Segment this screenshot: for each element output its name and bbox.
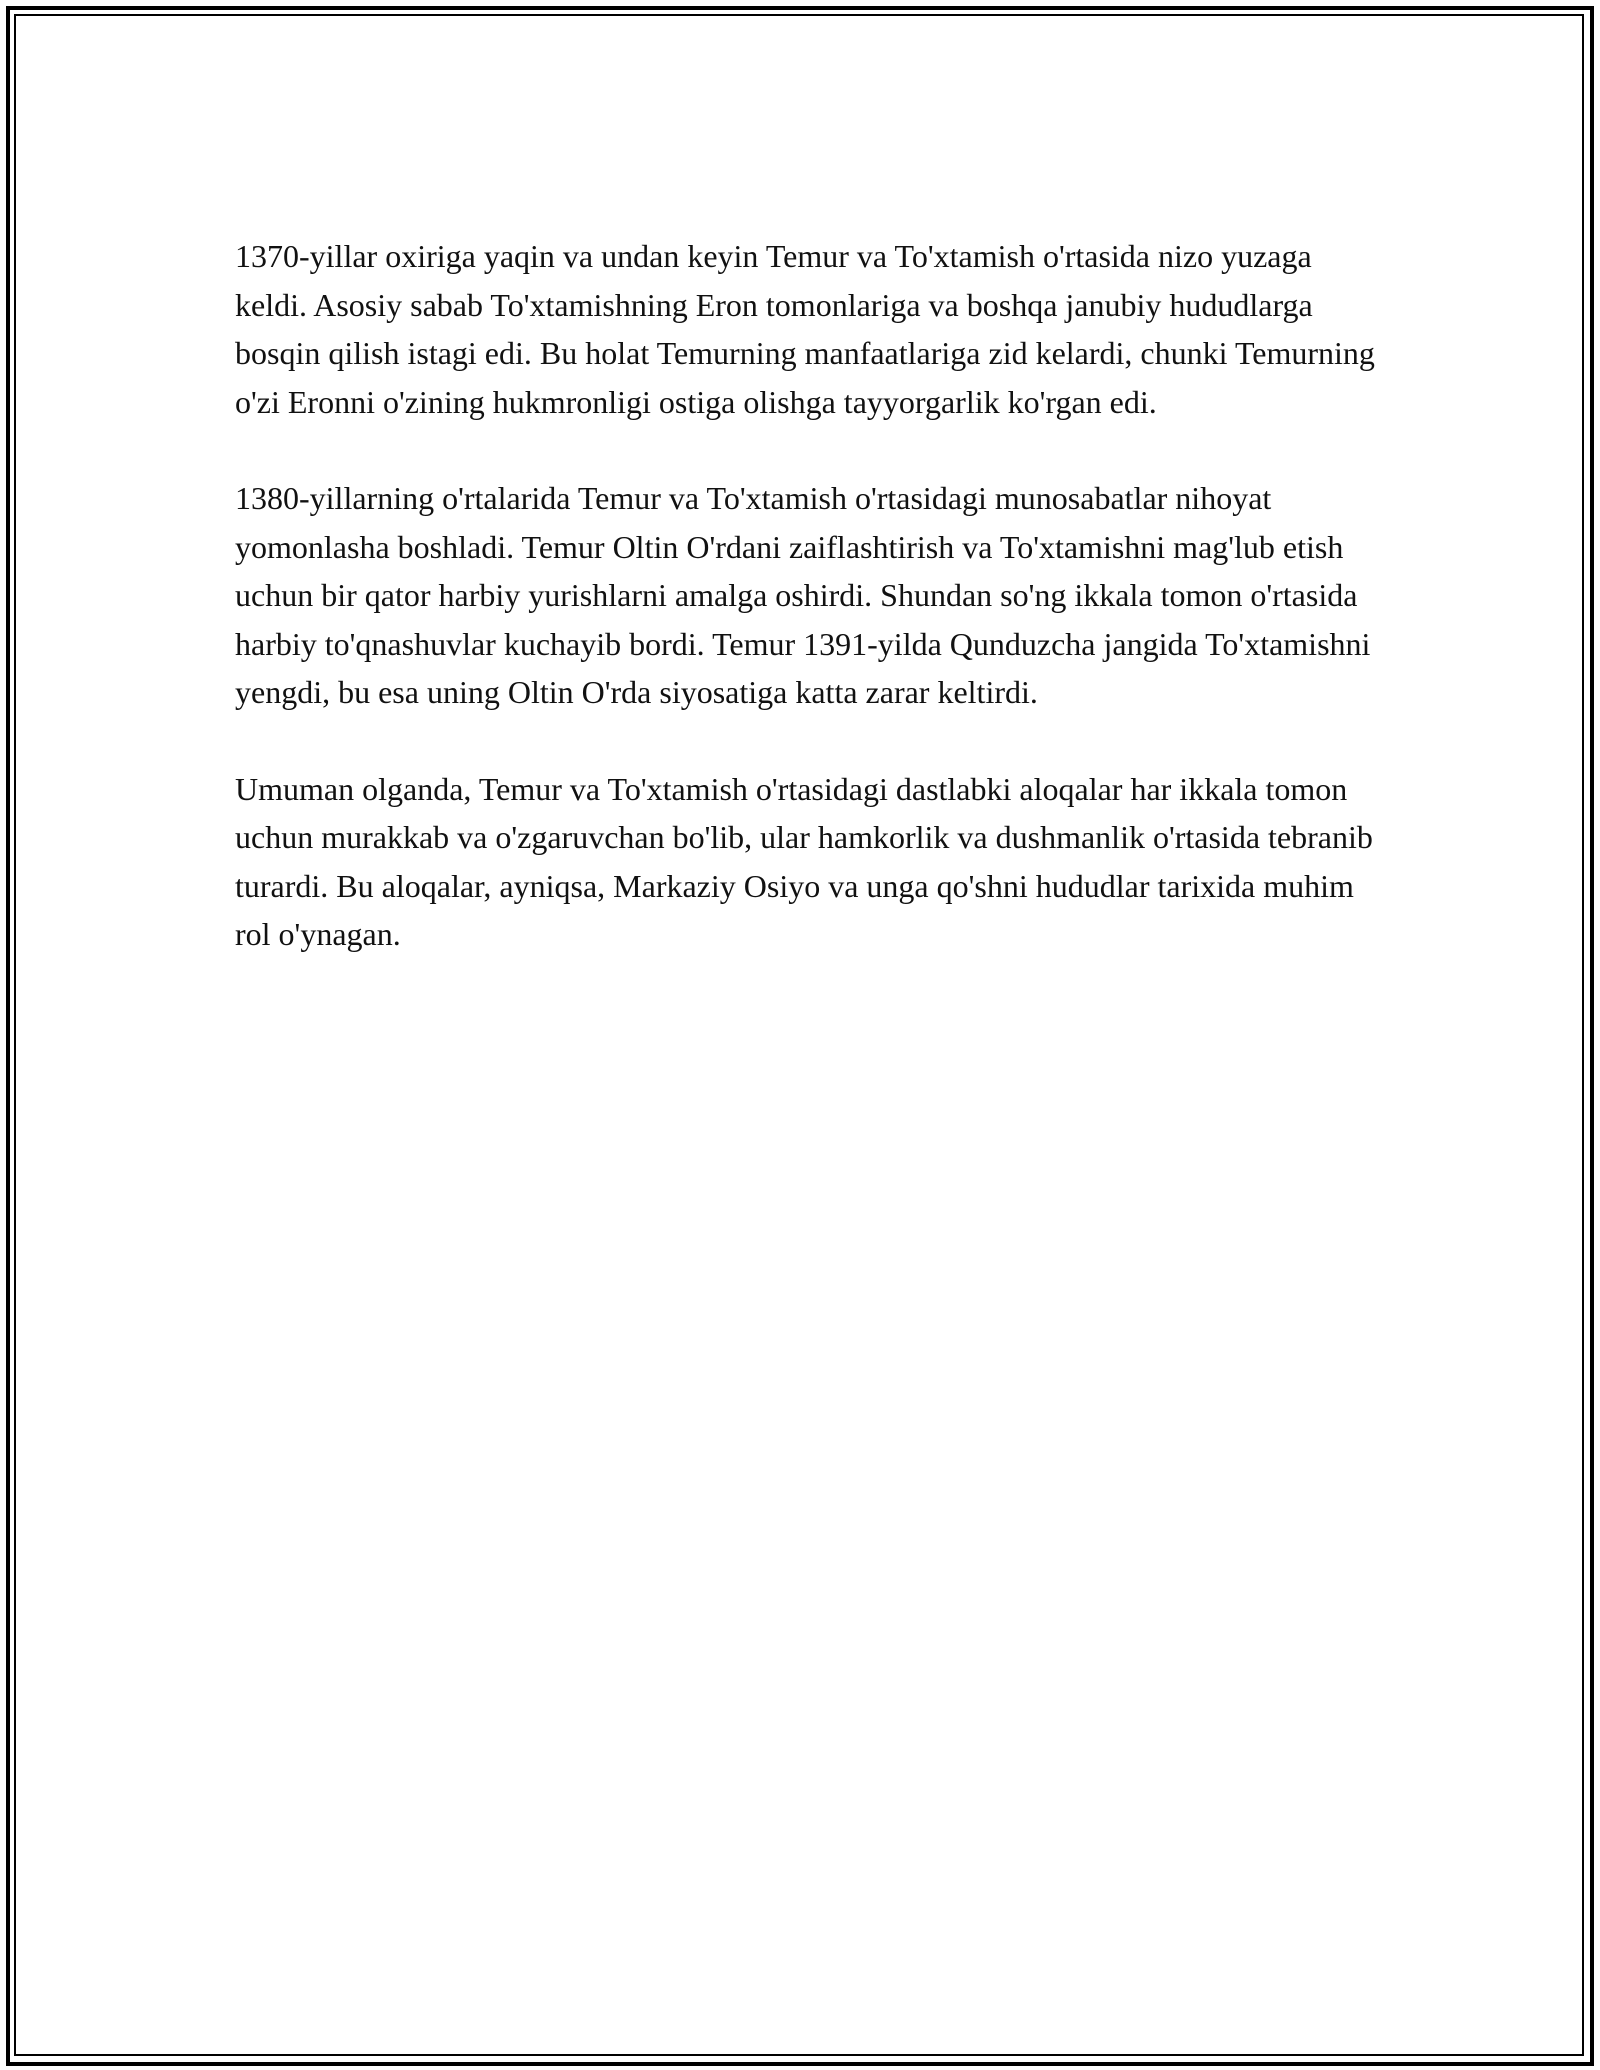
paragraph-1: 1370-yillar oxiriga yaqin va undan keyin Temur va To'xtamish o'rtasida nizo yuzaga keldi. Asosiy sabab To'xtamishning Eron tomonlariga va boshqa janubiy hududlarga bosqin qilish istagi edi. Bu holat Temurning manfaatlariga zid kelardi, chunki Temurning o'zi Eronni o'zining hukmronligi ostiga olishga tayyorgarlik ko'rgan edi.	[235, 238, 1375, 420]
paragraph-3: Umuman olganda, Temur va To'xtamish o'rtasidagi dastlabki aloqalar har ikkala tomon uchun murakkab va o'zgaruvchan bo'lib, ular hamkorlik va dushmanlik o'rtasida tebranib turardi. Bu aloqalar, ayniqsa, Markaziy Osiyo va unga qo'shni hududlar tarixida muhim rol o'ynagan.	[235, 770, 1373, 952]
document-body	[235, 232, 1375, 1007]
paragraph-2: 1380-yillarning o'rtalarida Temur va To'xtamish o'rtasidagi munosabatlar nihoyat yomonlasha boshladi. Temur Oltin O'rdani zaiflashtirish va To'xtamishni mag'lub etish uchun bir qator harbiy yurishlarni amalga oshirdi. Shundan so'ng ikkala tomon o'rtasida harbiy to'qnashuvlar kuchayib bordi. Temur 1391-yilda Qunduzcha jangida To'xtamishni yengdi, bu esa uning Oltin O'rda siyosatiga katta zarar keltirdi.	[235, 480, 1371, 710]
